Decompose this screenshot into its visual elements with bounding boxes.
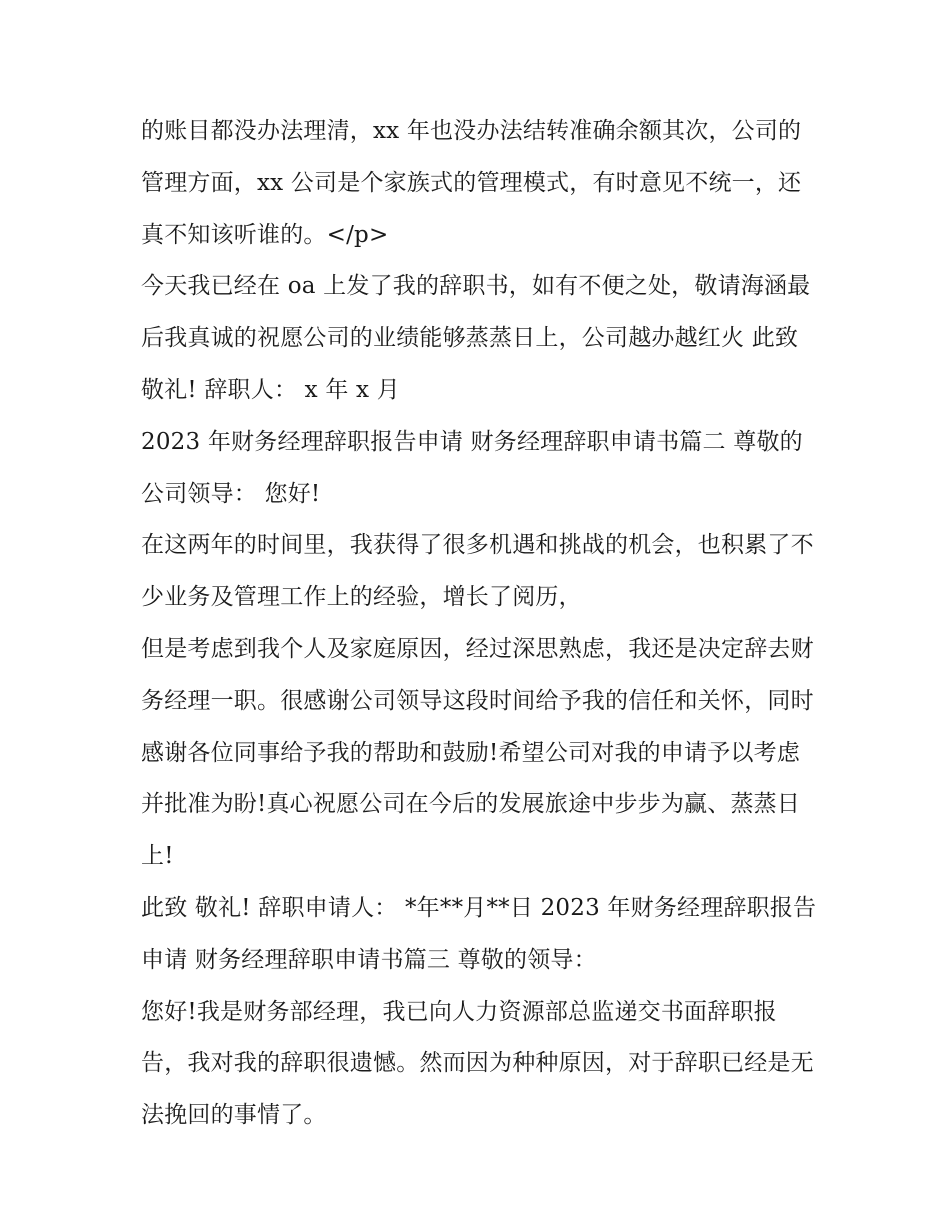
- paragraph-personal-reasons: 但是考虑到我个人及家庭原因，经过深思熟虑，我还是决定辞去财务经理一职。很感谢公司领导这段时间给予我的信任和关怀，同时感谢各位同事给予我的帮助和鼓励!希望公司对我的申请予以考虑并批准为盼!真心祝愿公司在今后的发展旅途中步步为赢、蒸蒸日上!: [141, 635, 814, 870]
- paragraph-letter-three-heading: 此致 敬礼! 辞职申请人： *年**月**日 2023 年财务经理辞职报告申请 财务经理辞职申请书篇三 尊敬的领导：: [141, 894, 817, 973]
- paragraph-letter-two-heading: 2023 年财务经理辞职报告申请 财务经理辞职申请书篇二 尊敬的公司领导： 您好!: [141, 428, 803, 507]
- paragraph-two-years-experience: 在这两年的时间里，我获得了很多机遇和挑战的机会，也积累了不少业务及管理工作上的经验，增长了阅历，: [141, 532, 814, 611]
- document-page: [141, 106, 821, 1142]
- paragraph-resignation-sent: 今天我已经在 oa 上发了我的辞职书，如有不便之处，敬请海涵最后我真诚的祝愿公司的业绩能够蒸蒸日上，公司越办越红火 此致 敬礼! 辞职人： x 年 x 月: [141, 273, 811, 403]
- paragraph-finance-manager-intro: 您好!我是财务部经理，我已向人力资源部总监递交书面辞职报告，我对我的辞职很遗憾。然而因为种种原因，对于辞职已经是无法挽回的事情了。: [141, 998, 814, 1129]
- paragraph-account-issues: 的账目都没办法理清，xx 年也没办法结转准确余额其次，公司的管理方面，xx 公司是个家族式的管理模式，有时意见不统一，还真不知该听谁的。</p>: [141, 118, 802, 248]
